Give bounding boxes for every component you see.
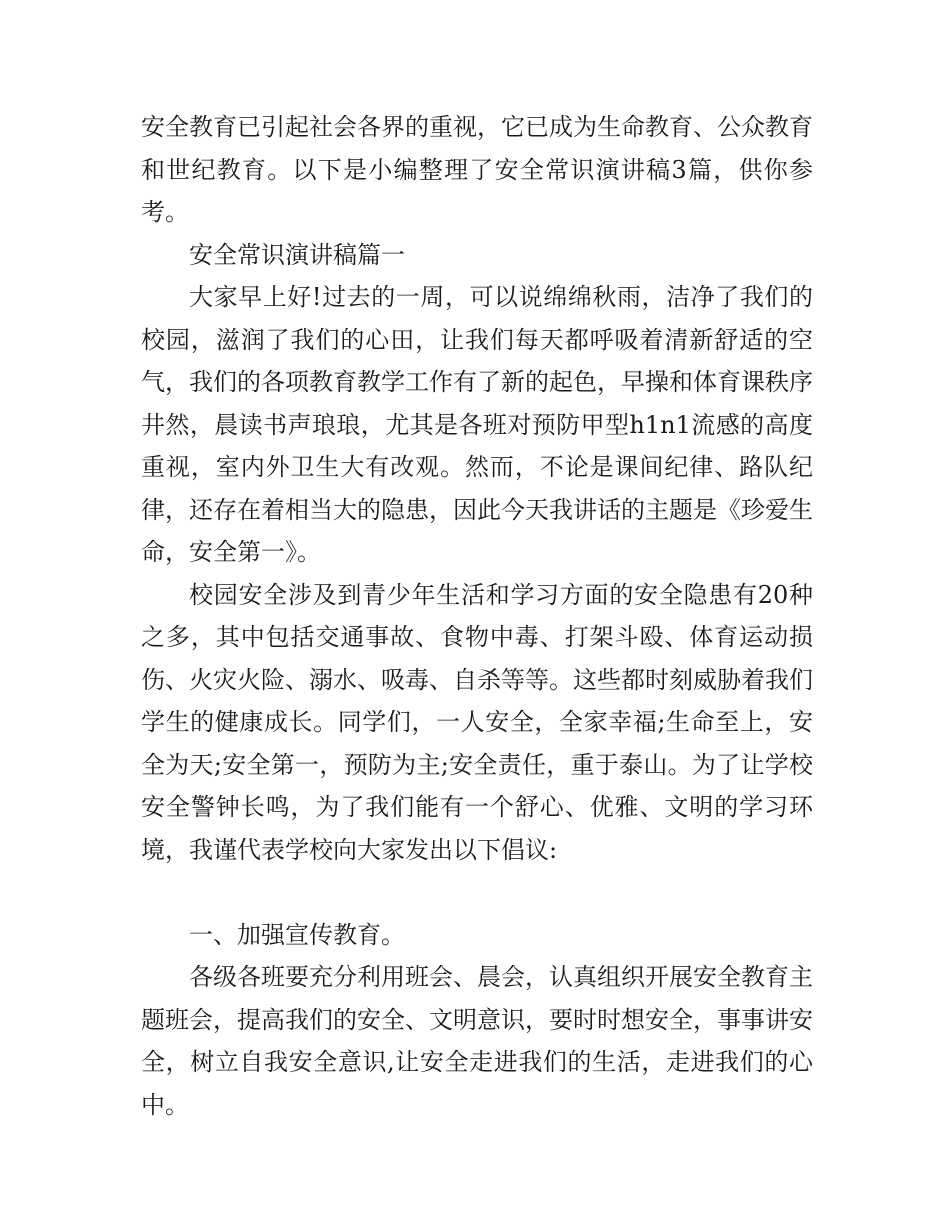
paragraph-spacer bbox=[141, 871, 813, 914]
body-paragraph-2: 校园安全涉及到青少年生活和学习方面的安全隐患有20种之多，其中包括交通事故、食物中毒、打架斗殴、体育运动损伤、火灾火险、溺水、吸毒、自杀等等。这些都时刻威胁着我们学生的健康成长。同学们，一人安全，全家幸福;生命至上，安全为天;安全第一，预防为主;安全责任，重于泰山。为了让学校安全警钟长鸣，为了我们能有一个舒心、优雅、文明的学习环境，我谨代表学校向大家发出以下倡议: bbox=[141, 580, 813, 864]
intro-paragraph: 安全教育已引起社会各界的重视，它已成为生命教育、公众教育和世纪教育。以下是小编整理了安全常识演讲稿3篇，供你参考。 bbox=[141, 113, 813, 226]
body-paragraph-3: 各级各班要充分利用班会、晨会，认真组织开展安全教育主题班会，提高我们的安全、文明意识，要时时想安全，事事讲安全，树立自我安全意识,让安全走进我们的生活，走进我们的心中。 bbox=[141, 963, 813, 1119]
body-paragraph-1: 大家早上好!过去的一周，可以说绵绵秋雨，洁净了我们的校园，滋润了我们的心田，让我们每天都呼吸着清新舒适的空气，我们的各项教育教学工作有了新的起色，早操和体育课秩序井然，晨读书声琅琅，尤其是各班对预防甲型h1n1流感的高度重视，室内外卫生大有改观。然而，不论是课间纪律、路队纪律，还存在着相当大的隐患，因此今天我讲话的主题是《珍爱生命，安全第一》。 bbox=[141, 283, 813, 566]
document-body bbox=[141, 106, 813, 1126]
subheading-1: 一、加强宣传教育。 bbox=[189, 920, 405, 949]
section-title: 安全常识演讲稿篇一 bbox=[189, 240, 405, 269]
